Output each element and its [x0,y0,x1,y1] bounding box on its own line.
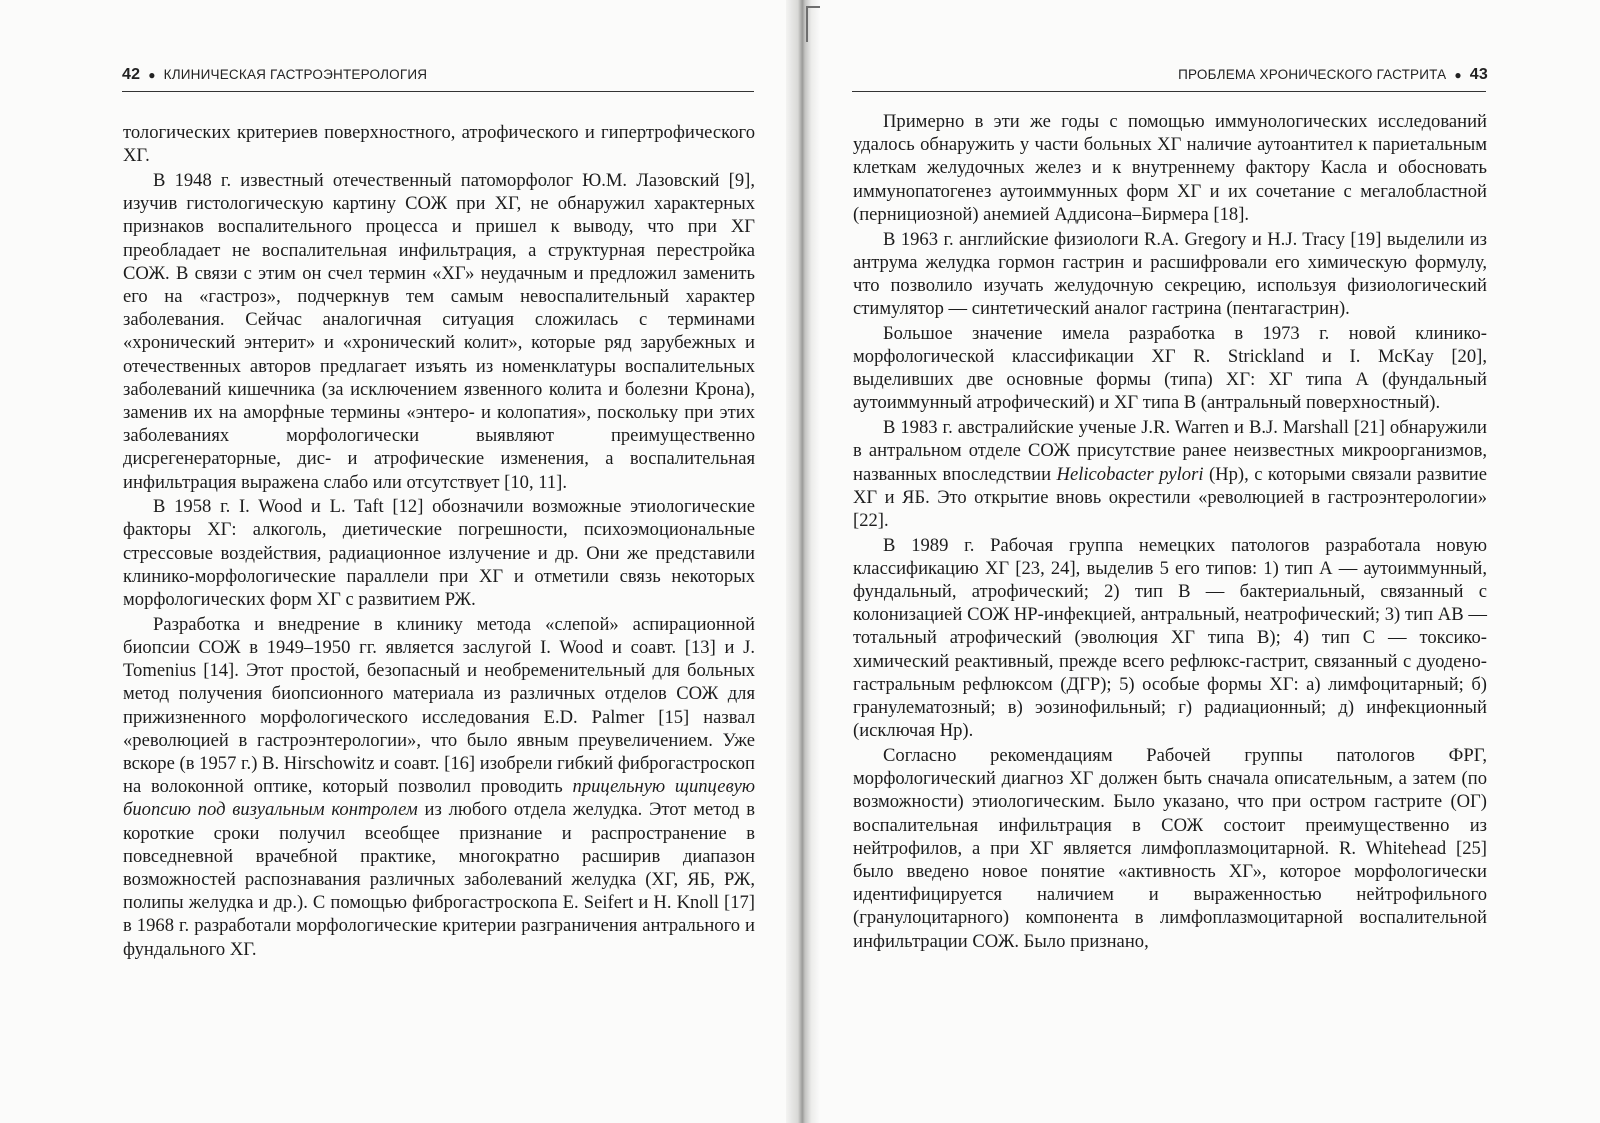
right-running-header [1178,66,1488,90]
left-running-title: КЛИНИЧЕСКАЯ ГАСТРОЭНТЕРОЛОГИЯ [163,67,428,82]
left-page-number: 42 [122,66,141,83]
bullet-icon: ● [1454,68,1462,82]
paragraph [123,613,755,961]
paragraph: Согласно рекомендациям Рабочей группы патологов ФРГ, морфологический диагноз ХГ должен быть сначала описательным, а затем (по возможности) этиологическим. Было указано, что при остром гастрите (ОГ) воспалительная инфильтрация в СОЖ состоит преимущественно из нейтрофилов, а при ХГ является лимфоплазмоцитарной. R. Whitehead [25] было введено новое понятие «активность ХГ», которое морфологически идентифицируется наличием и выраженностью нейтрофильного (гранулоцитарного) компонента в лимфоплазмоцитарной воспалительной инфильтрации СОЖ. Было признано, [853,744,1487,952]
bullet-icon: ● [148,68,156,82]
paragraph-text: из любого отдела желудка. Этот метод в короткие сроки получил всеобщее признание и распространение в повседневной врачебной практике, многократно расширив диапазон возможностей распознавания различных заболеваний желудка (ХГ, ЯБ, РЖ, полипы желудка и др.). С помощью фиброгастроскопа E. Seifert и H. Knoll [17] в 1968 г. разработали морфологические критерии разграничения антрального и фундального ХГ. [123,799,755,960]
paragraph: В 1958 г. I. Wood и L. Taft [12] обозначили возможные этиологические факторы ХГ: алкоголь, диетические погрешности, психоэмоциональные стрессовые воздействия, радиационное излучение и др. Они же представили клинико-морфологические параллели при ХГ и отметили связь некоторых морфологических форм ХГ с развитием РЖ. [123,496,755,611]
left-body-text [123,121,755,962]
left-header-rule [122,91,754,92]
paragraph: тологических критериев поверхностного, атрофического и гипертрофического ХГ. [123,122,755,167]
paragraph: Большое значение имела разработка в 1973 г. новой клинико-морфологической классификации ХГ R. Strickland и I. McKay [20], выделивших две основные формы (типа) ХГ: ХГ типа А (фундальный аутоиммунный атрофический) и ХГ типа В (антральный поверхностный). [853,322,1487,414]
italic-species-name: Helicobacter pylori [1056,463,1204,485]
gutter-corner-mark [806,6,808,42]
left-running-header [122,66,427,90]
italic-phrase: прицельную щипцевую биопсию под визуальным контролем [123,776,755,821]
gutter-corner-mark-horizontal [806,6,820,8]
right-body-text [853,110,1487,954]
paragraph: В 1963 г. английские физиологи R.A. Gregory и H.J. Tracy [19] выделили из антрума желудка гормон гастрин и расшифровали его химическую формулу, что позволило изучать желудочную секрецию, используя физиологический стимулятор — синтетический аналог гастрина (пентагастрин). [853,228,1487,320]
paragraph-text: (Hp), с которыми связали развитие ХГ и ЯБ. Это открытие вновь окрестили «революцией в гастроэнтерологии» [22]. [853,463,1487,531]
right-header-rule [852,91,1486,92]
paragraph: Примерно в эти же годы с помощью иммунологических исследований удалось обнаружить у части больных ХГ наличие аутоантител к париетальным клеткам желудочных желез и к внутреннему фактору Касла и обосновать иммунопатогенез аутоиммунных форм ХГ и их сочетание с мегалобластной (пернициозной) анемией Аддисона–Бирмера [18]. [853,111,1487,225]
paragraph: В 1989 г. Рабочая группа немецких патологов разработала новую классификацию ХГ [23, 24], выделив 5 его типов: 1) тип А — аутоиммунный, фундальный, атрофический; 2) тип В — бактериальный, связанный с колонизацией СОЖ HP-инфекцией, антральный, неатрофический; 3) тип АВ — тотальный атрофический (эволюция ХГ типа В); 4) тип С — токсико-химический реактивный, прежде всего рефлюкс-гастрит, связанный с дуодено-гастральным рефлюксом (ДГР); 5) особые формы ХГ: а) лимфоцитарный; б) гранулематозный; в) эозинофильный; г) радиационный; д) инфекционный (исключая Hp). [853,534,1487,742]
book-gutter [786,0,820,1123]
paragraph: В 1948 г. известный отечественный патоморфолог Ю.М. Лазовский [9], изучив гистологическую картину СОЖ при ХГ, не обнаружил характерных признаков воспалительного процесса и пришел к выводу, что при ХГ преобладает не воспалительная инфильтрация, а структурная перестройка СОЖ. В связи с этим он счел термин «ХГ» неудачным и предложил заменить его на «гастроз», подчеркнув тем самым невоспалительный характер заболевания. Сейчас аналогичная ситуация сложилась с терминами «хронический энтерит» и «хронический колит», которые ряд зарубежных и отечественных авторов предлагает изъять из номенклатуры воспалительных заболеваний кишечника (за исключением язвенного колита и болезни Крона), заменив их на аморфные термины «энтеро- и колопатия», поскольку при этих заболеваниях морфологически выявляют преимущественно дисрегенераторные, дис- и атрофические изменения, а воспалительная инфильтрация выражена слабо или отсутствует [10, 11]. [123,169,755,493]
paragraph-text: В 1983 г. австралийские ученые J.R. Warren и B.J. Marshall [21] обнаружили в антральном отделе СОЖ присутствие ранее неизвестных микроорганизмов, названных впоследствии [853,417,1487,485]
paragraph-text: Разработка и внедрение в клинику метода «слепой» аспирационной биопсии СОЖ в 1949–1950 гг. является заслугой I. Wood и соавт. [13] и J. Tomenius [14]. Этот простой, безопасный и необременительный для больных метод получения биопсионного материала из различных отделов СОЖ для прижизненного морфологического исследования E.D. Palmer [15] назвал «революцией в гастроэнтерологии», что было явным преувеличением. Уже вскоре (в 1957 г.) B. Hirschowitz и соавт. [16] изобрели гибкий фиброгастроскоп на волоконной оптике, который позволил проводить [123,613,755,798]
right-running-title: ПРОБЛЕМА ХРОНИЧЕСКОГО ГАСТРИТА [1178,67,1447,82]
right-page-number: 43 [1469,66,1488,83]
paragraph [853,416,1487,532]
